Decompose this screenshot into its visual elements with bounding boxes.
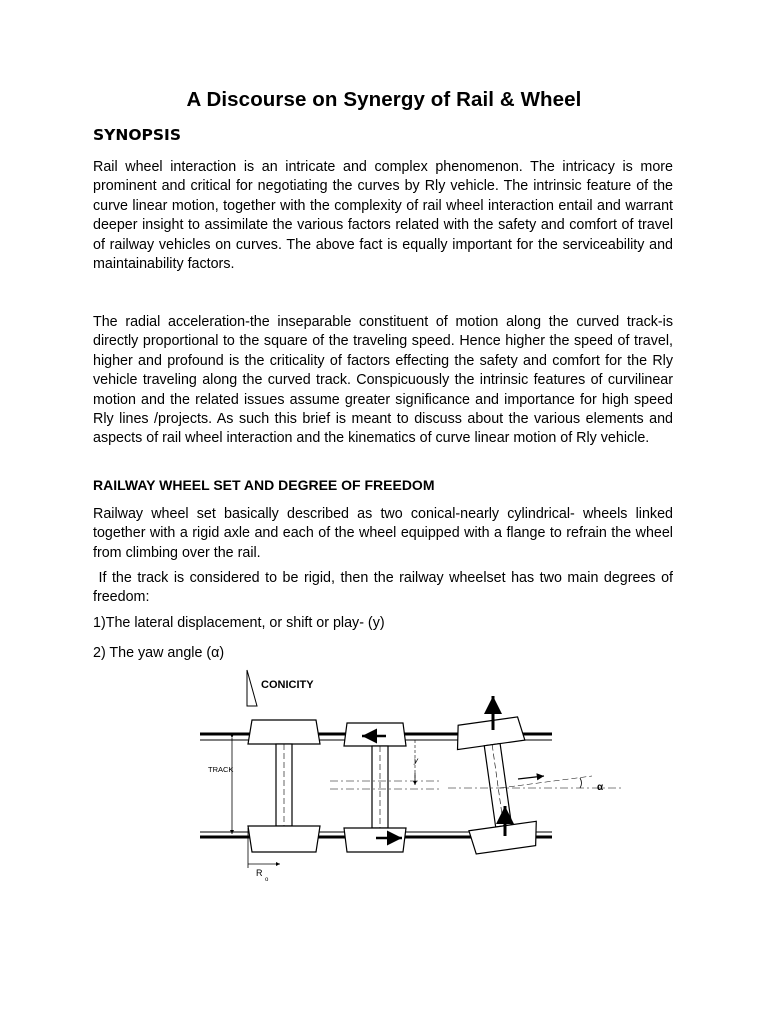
- track-dimension: [208, 738, 233, 834]
- wheelset-yawed: [454, 716, 539, 854]
- r-label: R: [256, 868, 263, 878]
- o-label: o: [265, 877, 269, 883]
- conicity-label: CONICITY: [261, 679, 314, 691]
- y-label: y: [414, 756, 418, 765]
- paragraph-degrees-of-freedom: If the track is considered to be rigid, then the railway wheelset has two main degrees of freedom:: [93, 570, 673, 606]
- paragraph-intro: Rail wheel interaction is an intricate and complex phenomenon. The intricacy is more prominent and critical for negotiating the curves by Rly vehicle. The intrinsic feature of the curve linear motion, together with the complexity of rail wheel interaction entail and warrant deeper insight to assimilate the various factors related with the safety and comfort of travel of railway vehicles on curves. The above fact is equally important for the serviceability and maintainability factors.: [93, 159, 673, 273]
- section-heading-wheelset: RAILWAY WHEEL SET AND DEGREE OF FREEDOM: [93, 477, 435, 493]
- list-item-yaw-angle: 2) The yaw angle (α): [93, 645, 225, 661]
- paragraph-radial-acceleration: The radial acceleration-the inseparable constituent of motion along the curved track-is directly proportional to the square of the traveling speed. Hence higher the speed of travel, higher and profound is the criticality of factors effecting the safety and comfort for the Rly vehicle traveling along the curved track. Conspicuously the intrinsic features of curvilinear motion and the related issues assume greater significance and importance for high speed Rly lines /projects. As such this brief is meant to discuss about the various elements and aspects of rail wheel interaction and the kinematics of curve linear motion of Rly vehicle.: [93, 314, 673, 447]
- paragraph-wheelset: Railway wheel set basically described as two conical-nearly cylindrical- wheels linked together with a rigid axle and each of the wheel equipped with a flange to refrain the wheel from climbing over the rail.: [93, 506, 673, 561]
- synopsis-heading: SYNOPSIS: [93, 126, 181, 144]
- document-title: A Discourse on Synergy of Rail & Wheel: [186, 88, 582, 111]
- wheelset-centered: [248, 720, 320, 883]
- conicity-triangle-icon: [247, 670, 257, 706]
- wheelset-diagram: [200, 668, 604, 883]
- wheelset-shifted: [330, 723, 440, 852]
- track-label: TRACK: [208, 765, 234, 774]
- list-item-lateral-displacement: 1)The lateral displacement, or shift or play- (y): [93, 615, 385, 631]
- alpha-label: α: [597, 782, 604, 793]
